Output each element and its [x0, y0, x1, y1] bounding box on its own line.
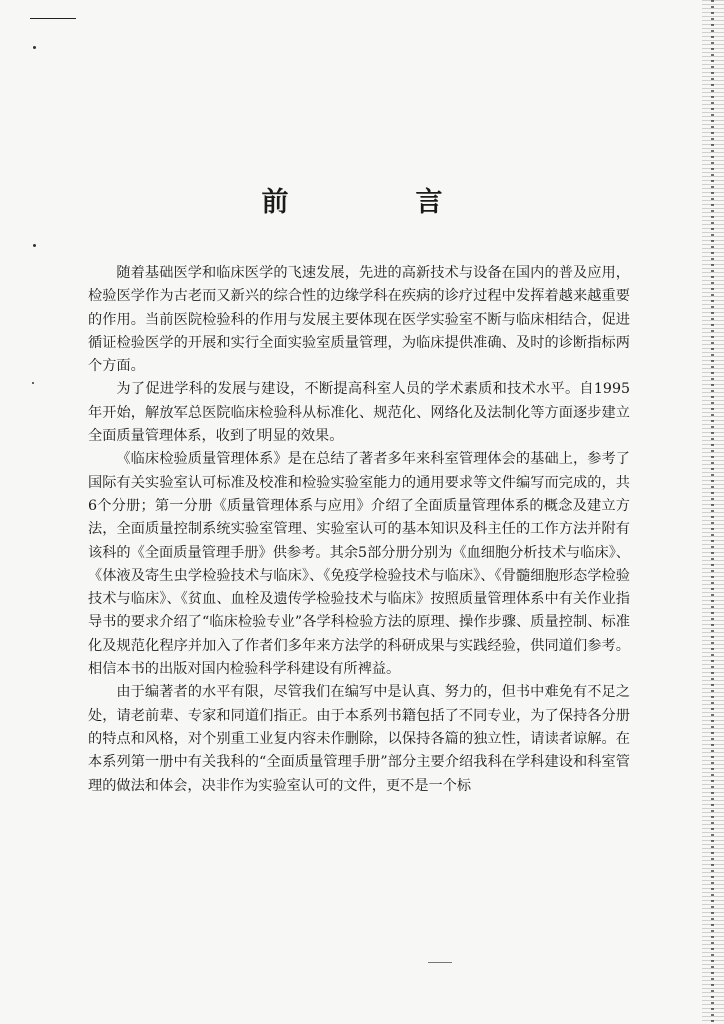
scan-speck [33, 244, 36, 247]
top-rule [30, 18, 76, 19]
preface-body [88, 262, 630, 798]
page-title: 前 言 [261, 187, 493, 219]
paragraph: 随着基础医学和临床医学的飞速发展，先进的高新技术与设备在国内的普及应用，检验医学作为古老而又新兴的综合性的边缘学科在疾病的诊疗过程中发挥着越来越重要的作用。当前医院检验科的作用与发展主要体现在医学实验室不断与临床相结合，促进循证检验医学的开展和实行全面实验室质量管理，为临床提供准确、及时的诊断指标两个方面。 [88, 265, 630, 375]
scan-speck [33, 46, 36, 49]
scan-speck [32, 382, 34, 384]
footer-mark [428, 962, 452, 963]
paragraph: 为了促进学科的发展与建设，不断提高科室人员的学术素质和技术水平。自1995年开始，解放军总医院临床检验科从标准化、规范化、网络化及法制化等方面逐步建立全面质量管理体系，收到了明显的效果。 [88, 381, 630, 445]
page-edge-line [711, 0, 714, 1024]
paragraph: 由于编著者的水平有限，尽管我们在编写中是认真、努力的，但书中难免有不足之处，请老前辈、专家和同道们指正。由于本系列书籍包括了不同专业，为了保持各分册的特点和风格，对个别重工业复内容未作删除，以保持各篇的独立性，请读者谅解。在本系列第一册中有关我科的“全面质量管理手册”部分主要介绍我科在学科建设和科室管理的做法和体会，决非作为实验室认可的文件，更不是一个标 [88, 684, 630, 794]
paragraph: 《临床检验质量管理体系》是在总结了著者多年来科室管理体会的基础上，参考了国际有关实验室认可标准及校准和检验实验室能力的通用要求等文件编写而完成的，共6个分册；第一分册《质量管理体系与应用》介绍了全面质量管理体系的概念及建立方法，全面质量控制系统实验室管理、实验室认可的基本知识及科主任的工作方法并附有该科的《全面质量管理手册》供参考。其余5部分册分别为《血细胞分析技术与临床》、《体液及寄生虫学检验技术与临床》、《免疫学检验技术与临床》、《骨髓细胞形态学检验技术与临床》、《贫血、血栓及遗传学检验技术与临床》按照质量管理体系中有关作业指导书的要求介绍了“临床检验专业”各学科检验方法的原理、操作步骤、质量控制、标准化及规范化程序并加入了作者们多年来方法学的科研成果与实践经验，供同道们参考。相信本书的出版对国内检验科学科建设有所裨益。 [88, 451, 630, 678]
